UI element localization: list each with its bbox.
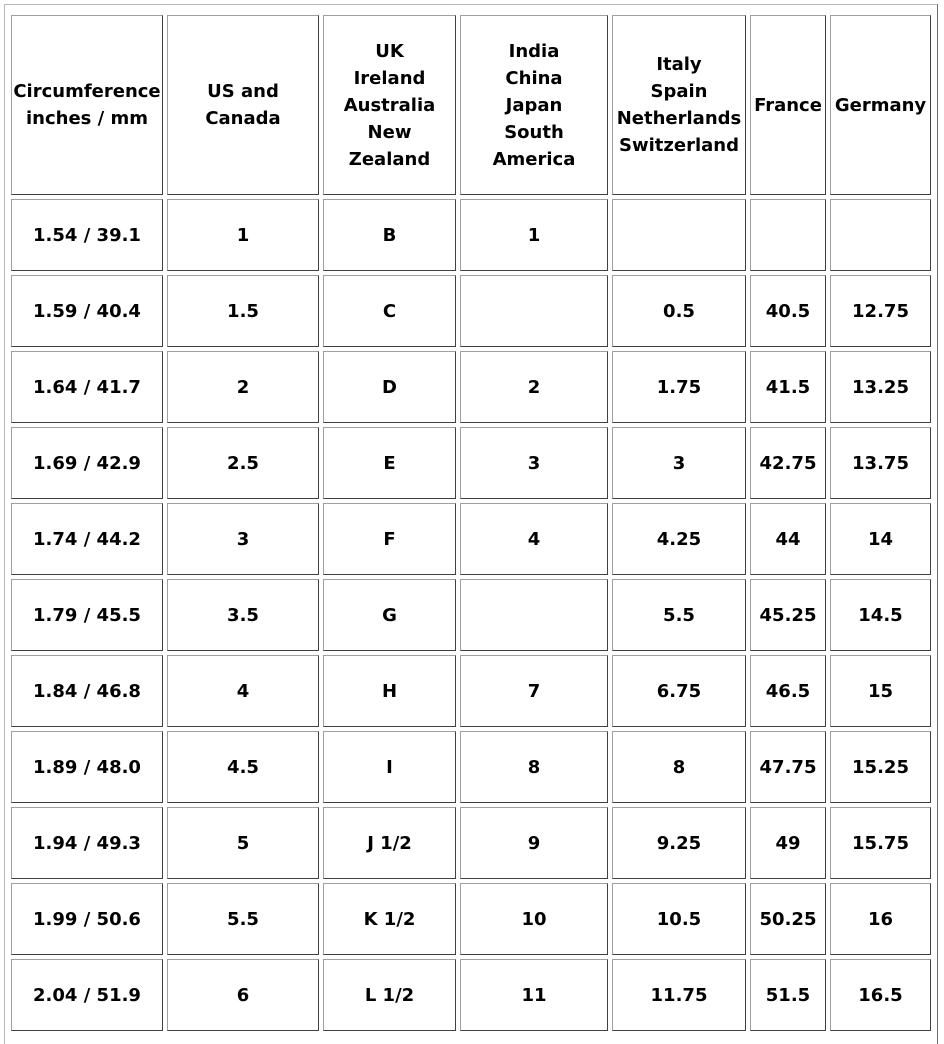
cell-italy: 0.5	[612, 275, 746, 347]
table-body	[11, 199, 931, 1031]
header-france	[750, 15, 826, 195]
cell-india: 1	[460, 199, 608, 271]
table-row	[11, 199, 931, 271]
table-row	[11, 351, 931, 423]
cell-uk: K 1/2	[323, 883, 456, 955]
cell-circumference: 1.74 / 44.2	[11, 503, 163, 575]
cell-us-canada: 4.5	[167, 731, 319, 803]
cell-india	[460, 275, 608, 347]
header-line: Netherlands	[616, 108, 742, 129]
cell-uk: J 1/2	[323, 807, 456, 879]
cell-germany	[830, 199, 931, 271]
cell-uk: G	[323, 579, 456, 651]
header-italy-spain-netherlands-switzerland	[612, 15, 746, 195]
header-germany	[830, 15, 931, 195]
cell-circumference: 1.94 / 49.3	[11, 807, 163, 879]
cell-italy: 8	[612, 731, 746, 803]
cell-italy: 10.5	[612, 883, 746, 955]
cell-france: 51.5	[750, 959, 826, 1031]
cell-india	[460, 579, 608, 651]
cell-india: 2	[460, 351, 608, 423]
header-line: South	[504, 121, 564, 143]
cell-circumference: 1.79 / 45.5	[11, 579, 163, 651]
cell-germany: 12.75	[830, 275, 931, 347]
cell-india: 9	[460, 807, 608, 879]
header-line: US and	[207, 81, 279, 102]
cell-france: 50.25	[750, 883, 826, 955]
table-row	[11, 731, 931, 803]
table-row	[11, 959, 931, 1031]
header-line: Circumference	[13, 81, 161, 102]
header-circumference	[11, 15, 163, 195]
cell-germany: 15.75	[830, 807, 931, 879]
cell-circumference: 1.89 / 48.0	[11, 731, 163, 803]
cell-france	[750, 199, 826, 271]
cell-uk: L 1/2	[323, 959, 456, 1031]
cell-france: 40.5	[750, 275, 826, 347]
header-line: Canada	[205, 108, 281, 129]
header-line: New	[367, 121, 412, 143]
table-row	[11, 883, 931, 955]
ring-size-table	[7, 11, 935, 1035]
cell-italy: 11.75	[612, 959, 746, 1031]
header-row	[11, 15, 931, 195]
cell-india: 10	[460, 883, 608, 955]
header-uk-ireland-australia-nz	[323, 15, 456, 195]
cell-circumference: 1.59 / 40.4	[11, 275, 163, 347]
cell-india: 7	[460, 655, 608, 727]
cell-italy	[612, 199, 746, 271]
cell-france: 42.75	[750, 427, 826, 499]
cell-germany: 14.5	[830, 579, 931, 651]
header-line: Italy	[656, 54, 702, 75]
header-line: inches / mm	[25, 108, 148, 129]
cell-uk: I	[323, 731, 456, 803]
cell-france: 44	[750, 503, 826, 575]
header-india-china-japan-south-america	[460, 15, 608, 195]
header-line: UK	[375, 40, 404, 62]
cell-circumference: 1.84 / 46.8	[11, 655, 163, 727]
cell-germany: 15.25	[830, 731, 931, 803]
table-row	[11, 807, 931, 879]
header-line: France	[754, 94, 822, 116]
header-line: China	[505, 67, 563, 89]
cell-us-canada: 6	[167, 959, 319, 1031]
cell-france: 49	[750, 807, 826, 879]
cell-us-canada: 2.5	[167, 427, 319, 499]
header-line: Ireland	[353, 67, 426, 89]
cell-circumference: 1.99 / 50.6	[11, 883, 163, 955]
cell-germany: 15	[830, 655, 931, 727]
cell-circumference: 2.04 / 51.9	[11, 959, 163, 1031]
cell-india: 11	[460, 959, 608, 1031]
header-line: Zealand	[348, 148, 431, 170]
cell-us-canada: 3	[167, 503, 319, 575]
cell-germany: 16	[830, 883, 931, 955]
cell-circumference: 1.54 / 39.1	[11, 199, 163, 271]
cell-uk: F	[323, 503, 456, 575]
cell-france: 46.5	[750, 655, 826, 727]
cell-uk: B	[323, 199, 456, 271]
cell-germany: 16.5	[830, 959, 931, 1031]
header-line: India	[508, 40, 560, 62]
cell-uk: C	[323, 275, 456, 347]
header-line: Spain	[650, 81, 708, 102]
cell-germany: 14	[830, 503, 931, 575]
cell-italy: 1.75	[612, 351, 746, 423]
cell-us-canada: 1.5	[167, 275, 319, 347]
header-us-canada	[167, 15, 319, 195]
cell-us-canada: 3.5	[167, 579, 319, 651]
header-line: Australia	[343, 94, 436, 116]
cell-italy: 6.75	[612, 655, 746, 727]
cell-us-canada: 4	[167, 655, 319, 727]
cell-india: 4	[460, 503, 608, 575]
cell-italy: 3	[612, 427, 746, 499]
cell-us-canada: 5	[167, 807, 319, 879]
cell-italy: 9.25	[612, 807, 746, 879]
header-line: Japan	[505, 94, 563, 116]
table-row	[11, 275, 931, 347]
table-row	[11, 655, 931, 727]
table-row	[11, 579, 931, 651]
table-row	[11, 427, 931, 499]
cell-france: 41.5	[750, 351, 826, 423]
table-row	[11, 503, 931, 575]
cell-circumference: 1.64 / 41.7	[11, 351, 163, 423]
cell-france: 47.75	[750, 731, 826, 803]
cell-france: 45.25	[750, 579, 826, 651]
header-line: Switzerland	[619, 135, 739, 156]
cell-uk: H	[323, 655, 456, 727]
cell-italy: 4.25	[612, 503, 746, 575]
cell-us-canada: 1	[167, 199, 319, 271]
header-line: Germany	[834, 94, 927, 116]
header-line: America	[492, 148, 576, 170]
cell-us-canada: 5.5	[167, 883, 319, 955]
cell-uk: E	[323, 427, 456, 499]
cell-circumference: 1.69 / 42.9	[11, 427, 163, 499]
cell-italy: 5.5	[612, 579, 746, 651]
cell-india: 8	[460, 731, 608, 803]
cell-uk: D	[323, 351, 456, 423]
cell-germany: 13.25	[830, 351, 931, 423]
cell-india: 3	[460, 427, 608, 499]
cell-us-canada: 2	[167, 351, 319, 423]
cell-germany: 13.75	[830, 427, 931, 499]
